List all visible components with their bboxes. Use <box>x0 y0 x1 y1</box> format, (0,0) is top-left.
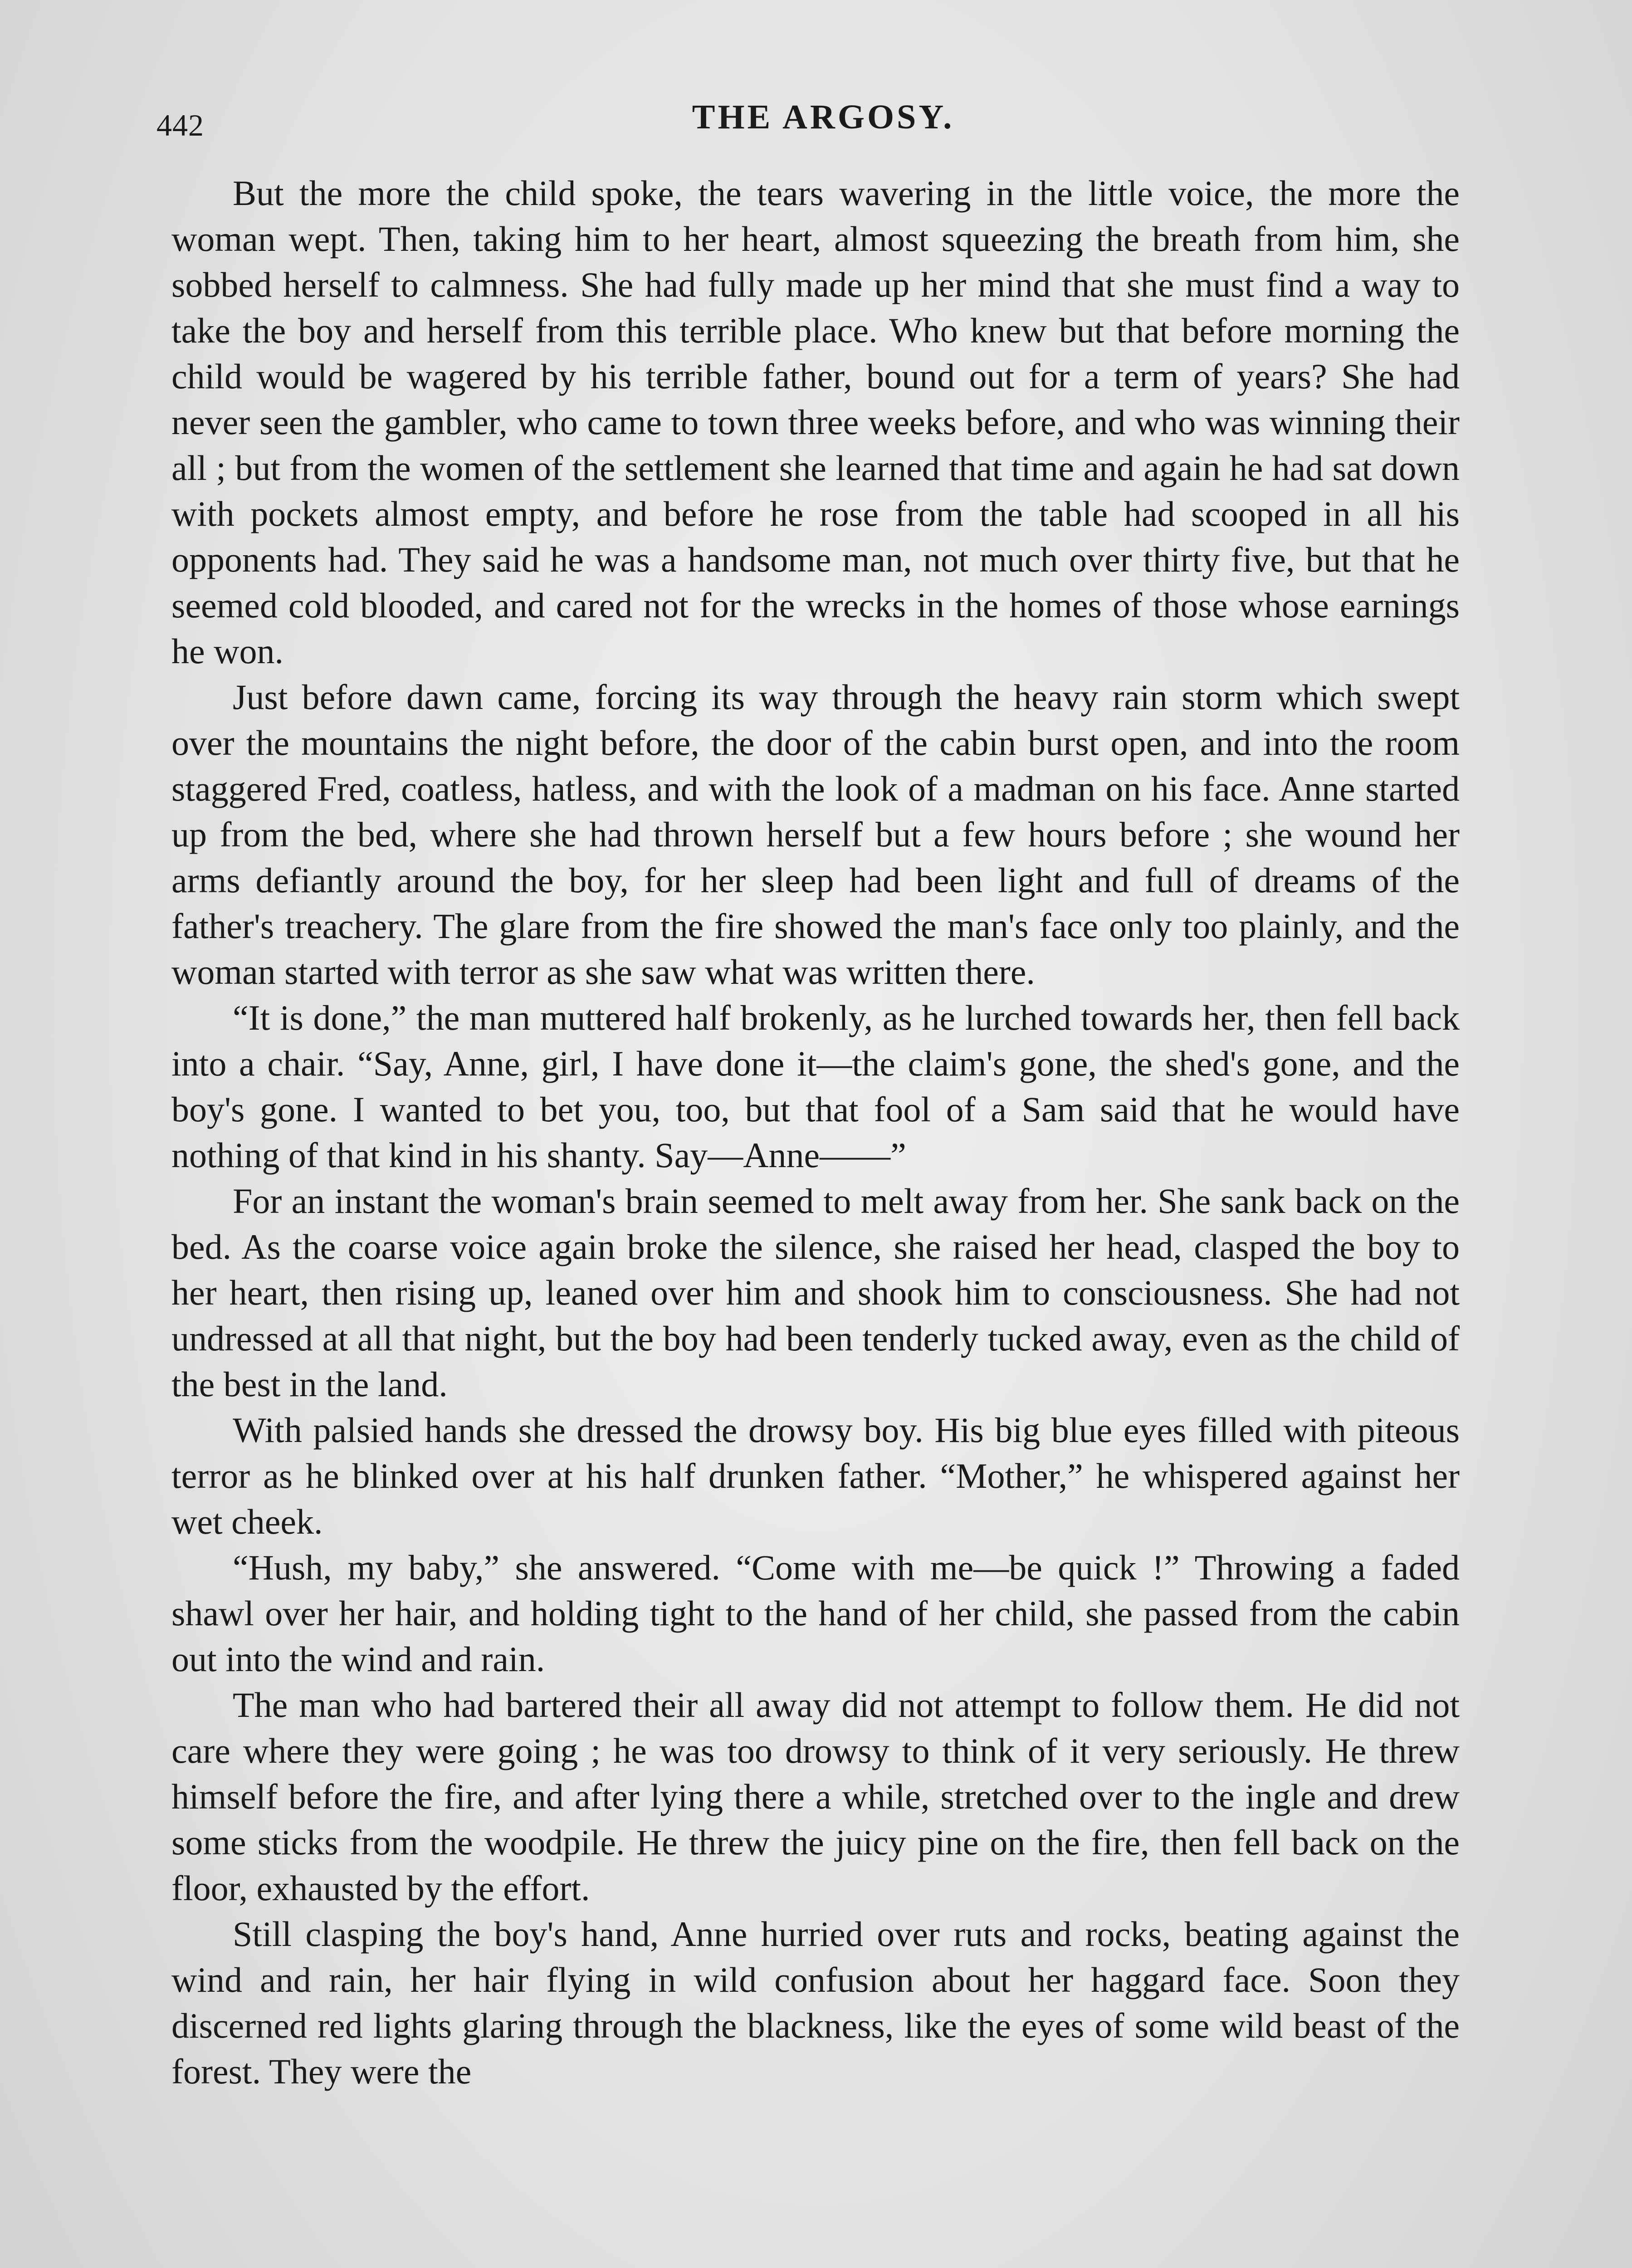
page-number: 442 <box>156 108 204 142</box>
paragraph: “Hush, my baby,” she answered. “Come with me—be quick !” Throwing a faded shawl over her hair, and holding tight to the hand of her child, she passed from the cabin out into the wind and rain. <box>171 1548 1460 1679</box>
paragraph: Still clasping the boy's hand, Anne hurried over ruts and rocks, beating against the wind and rain, her hair flying in wild confusion about her haggard face. Soon they discerned red lights glaring through the blackness, like the eyes of some wild beast of the forest. They were the <box>171 1914 1460 2091</box>
page-header <box>156 98 1490 147</box>
paragraph: Just before dawn came, forcing its way through the heavy rain storm which swept over the mountains the night before, the door of the cabin burst open, and into the room staggered Fred, coatless, hatless, and with the look of a madman on his face. Anne started up from the bed, where she had thrown herself but a few hours before ; she wound her arms defiantly around the boy, for her sleep had been light and full of dreams of the father's treachery. The glare from the fire showed the man's face only too plainly, and the woman started with terror as she saw what was written there. <box>171 677 1460 992</box>
paragraph: But the more the child spoke, the tears wavering in the little voice, the more the woman wept. Then, taking him to her heart, almost squeezing the breath from him, she sobbed herself to calmness. She had fully made up her mind that she must find a way to take the boy and herself from this terrible place. Who knew but that before morning the child would be wagered by his terrible father, bound out for a term of years? She had never seen the gambler, who came to town three weeks before, and who was winning their all ; but from the women of the settlement she learned that time and again he had sat down with pockets almost empty, and before he rose from the table had scooped in all his opponents had. They said he was a handsome man, not much over thirty five, but that he seemed cold blooded, and cared not for the wrecks in the homes of those whose earnings he won. <box>171 173 1460 671</box>
paragraph: “It is done,” the man muttered half brokenly, as he lurched towards her, then fell back into a chair. “Say, Anne, girl, I have done it—the claim's gone, the shed's gone, and the boy's gone. I wanted to bet you, too, but that fool of a Sam said that he would have nothing of that kind in his shanty. Say—Anne——” <box>171 998 1460 1175</box>
story-text <box>171 170 1460 2094</box>
running-title: THE ARGOSY. <box>692 98 955 136</box>
paragraph: With palsied hands she dressed the drowsy boy. His big blue eyes filled with piteous terror as he blinked over at his half drunken father. “Mother,” he whispered against her wet cheek. <box>171 1410 1460 1541</box>
paragraph: For an instant the woman's brain seemed to melt away from her. She sank back on the bed. As the coarse voice again broke the silence, she raised her head, clasped the boy to her heart, then rising up, leaned over him and shook him to consciousness. She had not undressed at all that night, but the boy had been tenderly tucked away, even as the child of the best in the land. <box>171 1181 1460 1404</box>
paragraph: The man who had bartered their all away did not attempt to follow them. He did not care where they were going ; he was too drowsy to think of it very seriously. He threw himself before the fire, and after lying there a while, stretched over to the ingle and drew some sticks from the woodpile. He threw the juicy pine on the fire, then fell back on the floor, exhausted by the effort. <box>171 1685 1460 1908</box>
